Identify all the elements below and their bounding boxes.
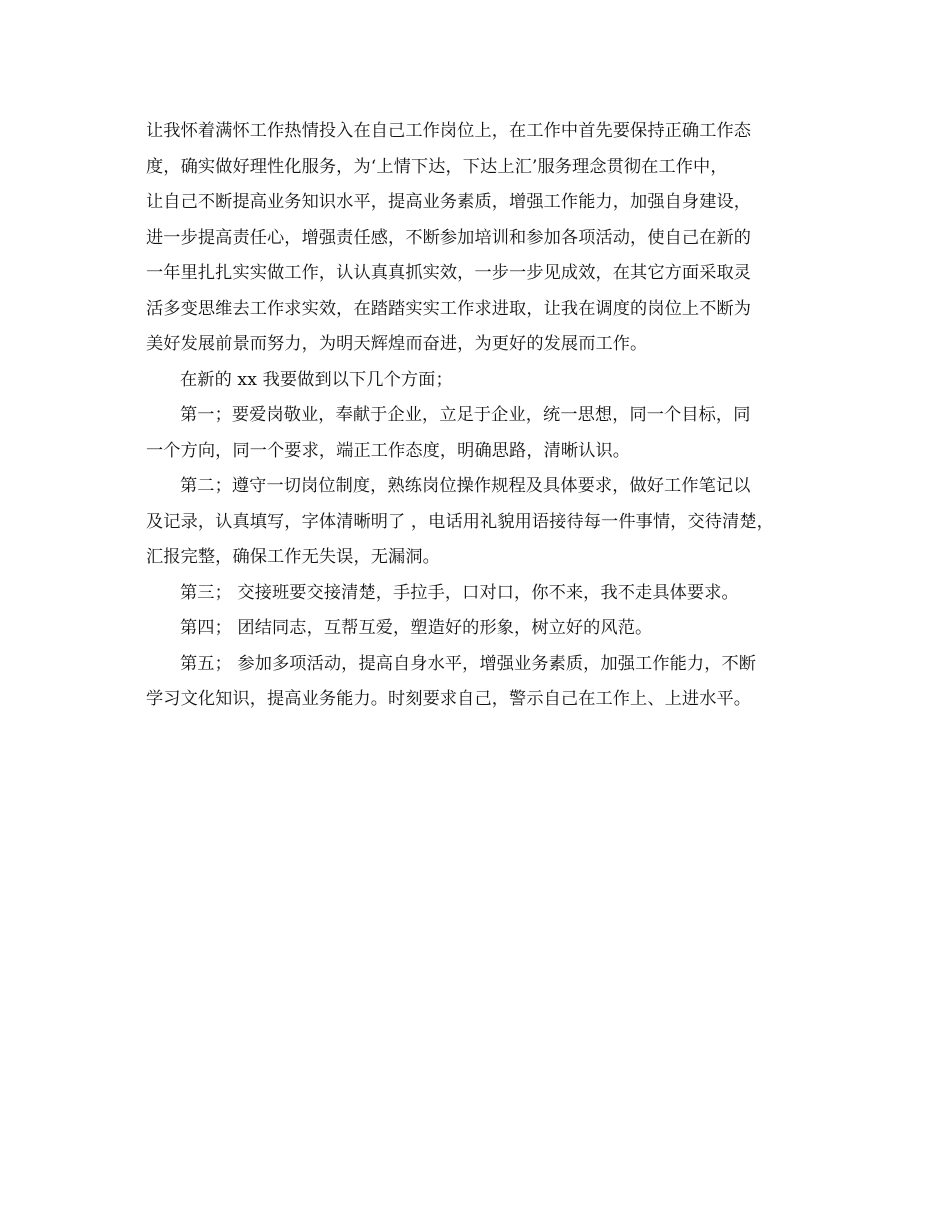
text-line: 让自己不断提高业务知识水平，提高业务素质，增强工作能力，加强自身建设， xyxy=(146,192,752,212)
point-five-line: 学习文化知识，提高业务能力。时刻要求自己，警示自己在工作上、上进水平。 xyxy=(146,689,752,709)
point-two-line: 第二；遵守一切岗位制度，熟练岗位操作规程及具体要求，做好工作笔记以 xyxy=(180,476,751,496)
text-line: 活多变思维去工作求实效，在踏踏实实工作求进取，让我在调度的岗位上不断为 xyxy=(146,298,752,319)
text-line: 进一步提高责任心，增强责任感，不断参加培训和参加各项活动，使自己在新的 xyxy=(146,227,752,248)
point-two-line: 汇报完整，确保工作无失误，无漏洞。 xyxy=(146,547,440,567)
point-one-line: 一个方向，同一个要求，端正工作态度，明确思路，清晰认识。 xyxy=(146,440,631,461)
text-line: 一年里扎扎实实做工作，认认真真抓实效，一步一步见成效，在其它方面采取灵 xyxy=(146,263,752,283)
point-one-line: 第一；要爱岗敬业，奉献于企业，立足于企业，统一思想，同一个目标，同 xyxy=(180,405,751,425)
text-line: 度，确实做好理性化服务，为‘上情下达，下达上汇’服务理念贯彻在工作中， xyxy=(146,156,728,177)
paragraph-intro: 在新的 xx 我要做到以下几个方面； xyxy=(180,369,453,390)
document-body xyxy=(146,114,826,718)
point-three-line: 第三； 交接班要交接清楚，手拉手，口对口，你不来，我不走具体要求。 xyxy=(180,582,739,603)
point-two-line: 及记录，认真填写，字体清晰明了 ，电话用礼貌用语接待每一件事情，交待清楚， xyxy=(146,511,774,532)
text-line: 美好发展前景而努力，为明天辉煌而奋进，为更好的发展而工作。 xyxy=(146,334,648,354)
text-line: 让我怀着满怀工作热情投入在自己工作岗位上，在工作中首先要保持正确工作态 xyxy=(146,121,752,141)
point-five-line: 第五； 参加多项活动，提高自身水平，增强业务素质，加强工作能力，不断 xyxy=(180,653,757,674)
point-four-line: 第四； 团结同志，互帮互爱，塑造好的形象，树立好的风范。 xyxy=(180,618,653,638)
